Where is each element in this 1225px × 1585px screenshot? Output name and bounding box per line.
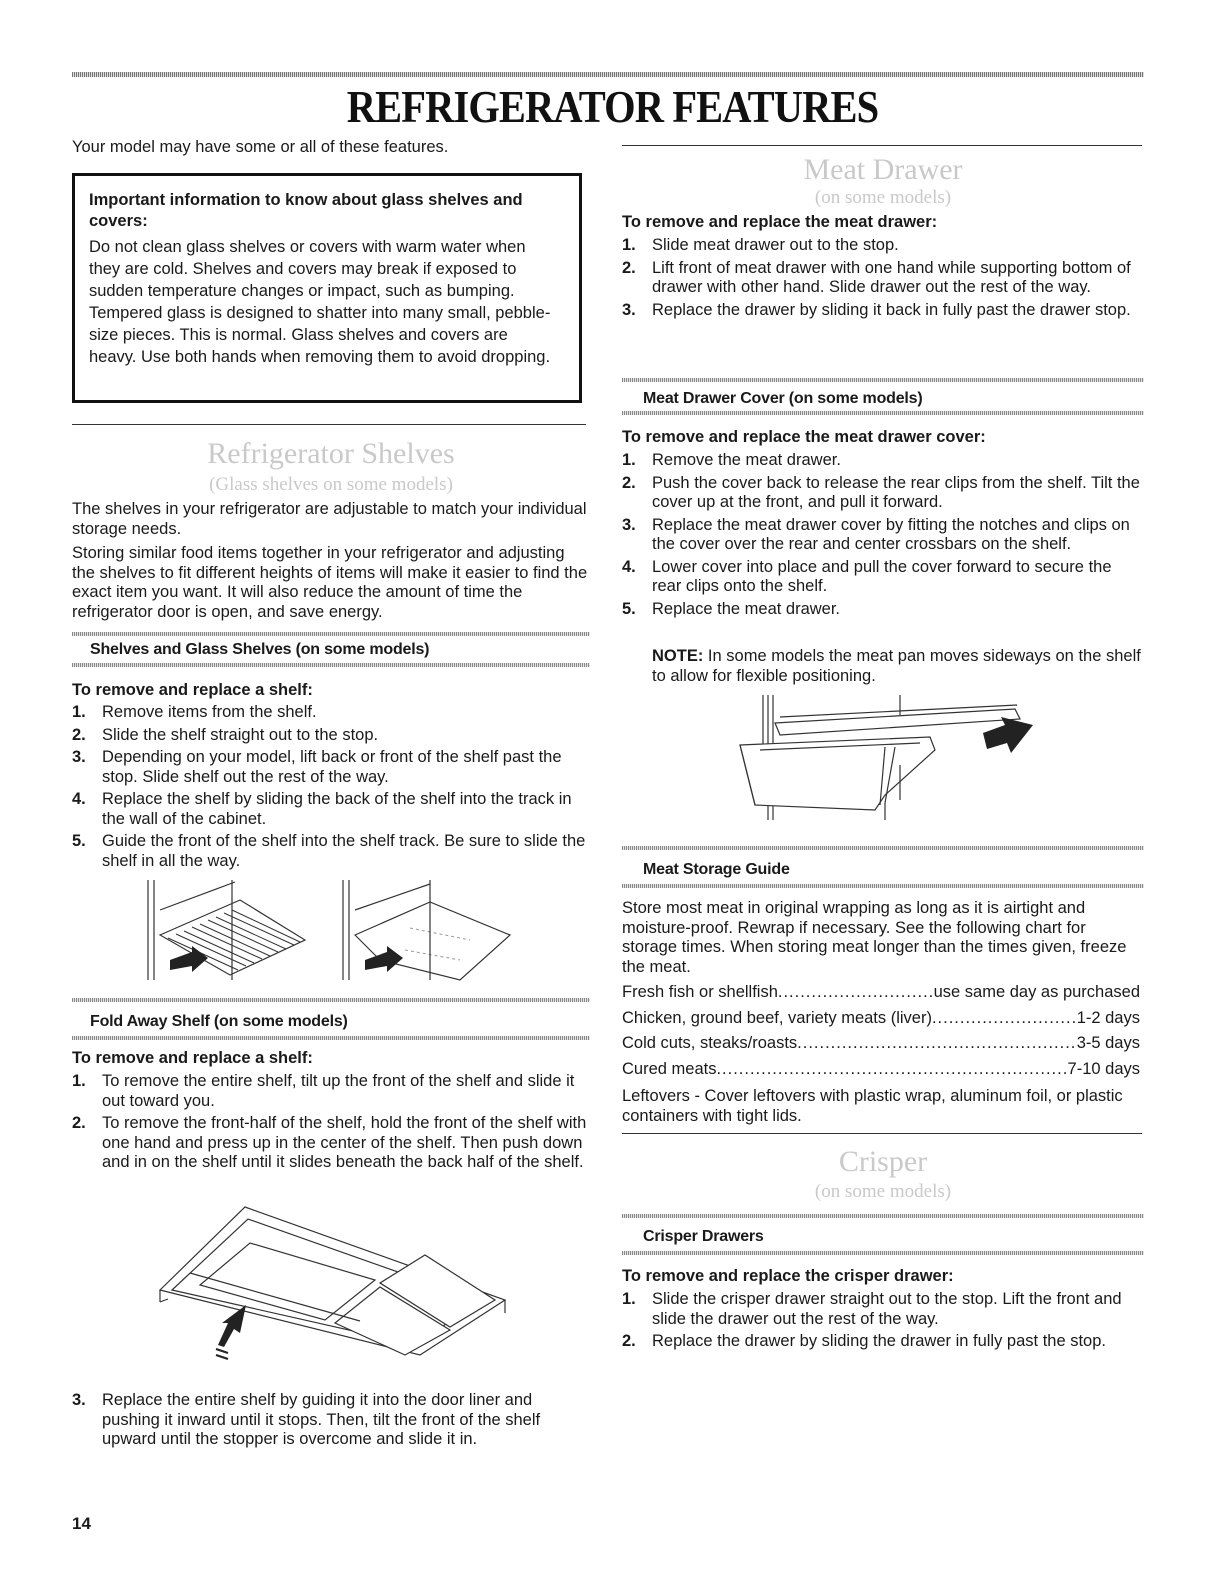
crisper-drawers-subhead: Crisper Drawers: [643, 1228, 764, 1245]
fold-instruction: To remove and replace a shelf:: [72, 1049, 313, 1067]
list-item: 4. Lower cover into place and pull the cover forward to secure the rear clips onto the shelf.: [622, 557, 1112, 595]
shelves-heading: Refrigerator Shelves: [207, 437, 455, 470]
table-row: Chicken, ground beef, variety meats (liver) ..... 1-2 days: [622, 1006, 1140, 1032]
subhead-band: [622, 1214, 1144, 1218]
list-item: 5. Guide the front of the shelf into the shelf track. Be sure to slide the shelf in all the way.: [72, 832, 586, 870]
list-item: 2. Slide the shelf straight out to the stop.: [72, 725, 379, 744]
subhead-band: [622, 846, 1144, 850]
meat-cover-steps: [622, 451, 1144, 622]
shelves-subheading: (Glass shelves on some models): [209, 474, 453, 495]
warning-title: Important information to know about glass shelves and covers:: [89, 191, 523, 230]
wire-shelf-figure: [148, 880, 305, 980]
meat-drawer-subheading: (on some models): [814, 187, 952, 208]
list-item: 1. Remove items from the shelf.: [72, 703, 317, 721]
section-rule: [622, 145, 1142, 146]
subhead-band: [72, 998, 590, 1002]
list-item: 1. Slide the crisper drawer straight out to the stop. Lift the front and slide the drawer out the rest of the way.: [622, 1290, 1122, 1328]
glass-shelf-figure: [343, 880, 510, 980]
list-item: 5. Replace the meat drawer.: [622, 599, 841, 618]
meat-drawer-instruction: To remove and replace the meat drawer:: [622, 213, 938, 231]
shelf-removal-illustration: [140, 880, 520, 990]
meat-drawer-heading: Meat Drawer: [803, 153, 963, 186]
fold-step-3: [72, 1391, 590, 1453]
leftovers-text: Leftovers - Cover leftovers with plastic wrap, aluminum foil, or plastic containers with tight lids.: [622, 1087, 1123, 1125]
glass-steps-list: [72, 703, 590, 874]
page-title: REFRIGERATOR FEATURES: [346, 81, 879, 132]
list-item: 3. Replace the meat drawer cover by fitting the notches and clips on the cover over the rear and center crossbars on the shelf.: [622, 515, 1130, 553]
list-item: 4. Replace the shelf by sliding the back of the shelf into the track in the wall of the cabinet.: [72, 790, 572, 828]
glass-instruction: To remove and replace a shelf:: [72, 681, 313, 699]
meat-drawer-illustration: [735, 695, 1045, 825]
meat-cover-subhead: Meat Drawer Cover (on some models): [643, 390, 923, 407]
subhead-band: [622, 378, 1144, 382]
list-item: 3. Replace the entire shelf by guiding it into the door liner and pushing it inward until it stops. Then, tilt the front of the shelf upward until the stopper is overcome and slide it in.: [72, 1391, 541, 1448]
fold-away-subhead: Fold Away Shelf (on some models): [90, 1013, 348, 1030]
crisper-instruction: To remove and replace the crisper drawer:: [622, 1267, 954, 1285]
meat-storage-subhead: Meat Storage Guide: [643, 861, 790, 878]
subhead-band: [72, 1036, 590, 1040]
list-item: 1. Remove the meat drawer.: [622, 451, 841, 469]
glass-warning-box: [72, 173, 582, 403]
list-item: 1. To remove the entire shelf, tilt up the front of the shelf and slide it out toward you.: [72, 1072, 575, 1110]
page-number: 14: [72, 1514, 91, 1533]
subhead-band: [72, 632, 590, 636]
meat-drawer-steps: [622, 236, 1144, 323]
list-item: 2. Replace the drawer by sliding the drawer in fully past the stop.: [622, 1332, 1106, 1350]
table-row: Fresh fish or shellfish ..... use same day as purchased: [622, 980, 1140, 1006]
list-item: 3. Replace the drawer by sliding it back in fully past the drawer stop.: [622, 300, 1131, 319]
table-row: Cold cuts, steaks/roasts ..... 3-5 days: [622, 1031, 1140, 1057]
subhead-band: [622, 884, 1144, 888]
list-item: 2. Push the cover back to release the rear clips from the shelf. Tilt the cover up at the front, and pull it forward.: [622, 473, 1140, 511]
warning-body: Do not clean glass shelves or covers with warm water when they are cold. Shelves and covers may break if exposed to sudden temperature changes or impact, such as bumping. Tempered glass is designed to shatter into many small, pebble-size pieces. This is normal. Glass shelves and covers are heavy. Use both hands when removing them to avoid dropping.: [89, 238, 551, 366]
section-rule: [72, 424, 586, 425]
crisper-steps: [622, 1290, 1144, 1355]
list-item: 2. Lift front of meat drawer with one hand while supporting bottom of drawer with other hand. Slide drawer out the rest of the way.: [622, 258, 1131, 296]
meat-cover-instruction: To remove and replace the meat drawer cover:: [622, 428, 986, 446]
top-decorative-band: [72, 72, 1144, 77]
subhead-band: [72, 663, 590, 667]
intro-text: Your model may have some or all of these features.: [72, 138, 449, 156]
subhead-band: [622, 411, 1144, 415]
list-item: 3. Depending on your model, lift back or front of the shelf past the stop. Slide shelf out the rest of the way.: [72, 748, 562, 786]
meat-drawer-note: NOTE: In some models the meat pan moves sideways on the shelf to allow for flexible positioning.: [652, 647, 1141, 685]
subhead-band: [622, 1251, 1144, 1255]
section-rule: [622, 1133, 1142, 1134]
crisper-heading: Crisper: [838, 1145, 928, 1178]
list-item: 1. Slide meat drawer out to the stop.: [622, 236, 899, 254]
meat-storage-para: Store most meat in original wrapping as long as it is airtight and moisture-proof. Rewrap if necessary. See the following chart for storage times. When storing meat longer than the times given, freeze the meat.: [622, 899, 1127, 976]
fold-steps-list: [72, 1072, 590, 1176]
crisper-subheading: (on some models): [814, 1181, 952, 1202]
table-row: Cured meats ..... 7-10 days: [622, 1057, 1140, 1083]
fold-away-shelf-illustration: [150, 1205, 510, 1365]
shelves-para-2: Storing similar food items together in your refrigerator and adjusting the shelves to fit different heights of items will make it easier to find the exact item you want. It will also reduce the amount of time the refrigerator door is open, and save energy.: [72, 544, 588, 621]
glass-shelves-subhead: Shelves and Glass Shelves (on some models): [90, 641, 430, 658]
shelves-para-1: The shelves in your refrigerator are adjustable to match your individual storage needs.: [72, 500, 587, 538]
meat-storage-table: [622, 980, 1140, 1082]
list-item: 2. To remove the front-half of the shelf, hold the front of the shelf with one hand and press up in the center of the shelf. Then push down and in on the shelf until it slides beneath the back half of the shelf.: [72, 1114, 587, 1171]
